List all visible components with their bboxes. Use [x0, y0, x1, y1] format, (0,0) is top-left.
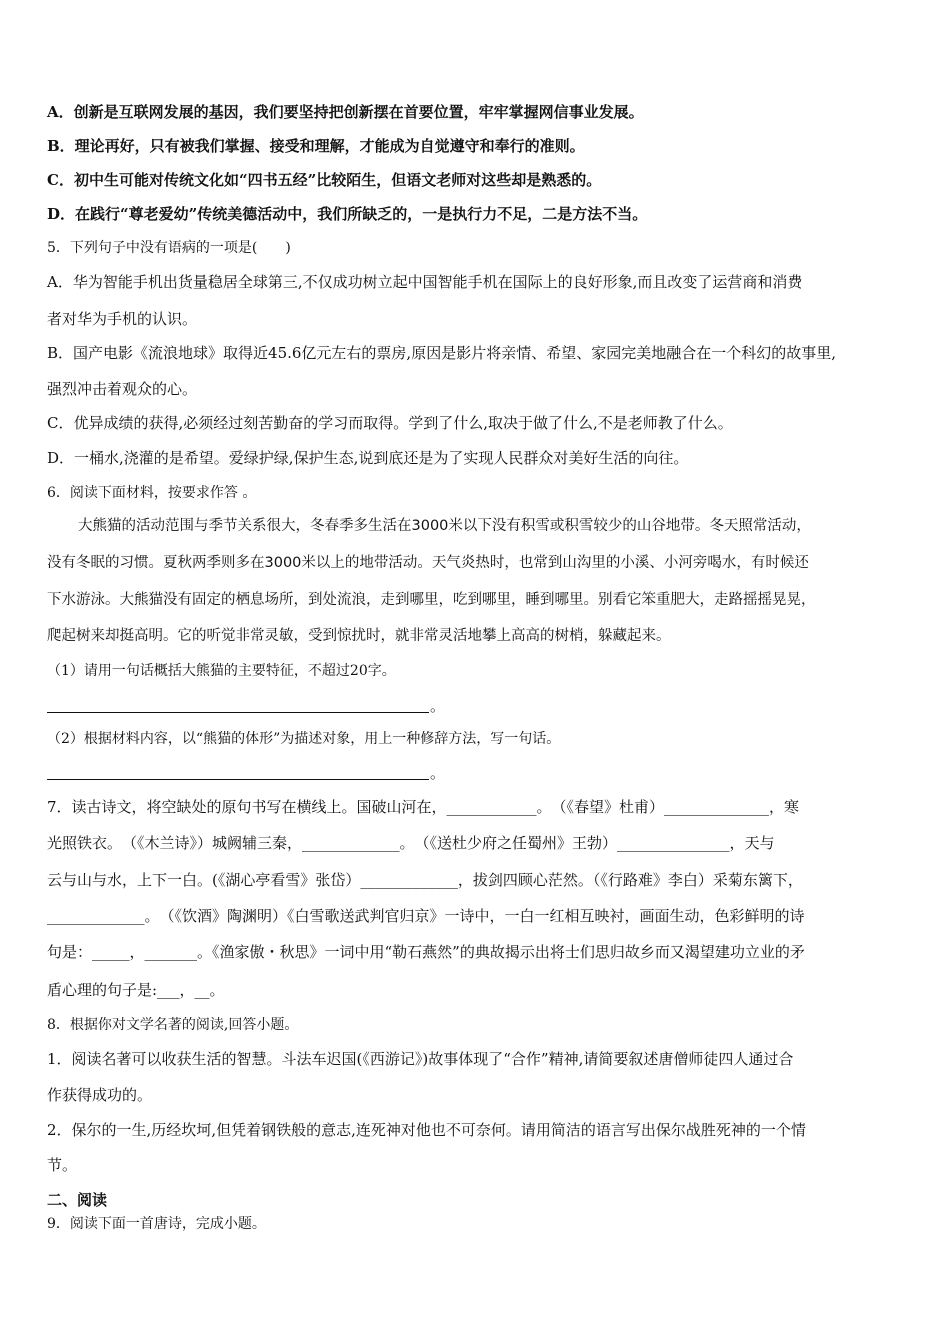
q8-stem: 8．根据你对文学名著的阅读,回答小题。	[47, 1017, 299, 1033]
q7-line4: _____________。 （《饮酒》陶渊明）《白雪歌送武判官归京》一诗中，一白一红相互映衬，画面生动，色彩鲜明的诗	[47, 907, 805, 925]
q6-stem: 6．阅读下面材料，按要求作答 。	[47, 485, 257, 501]
q8-sub2-line2: 节。	[47, 1156, 78, 1174]
q7-line1: 7．读古诗文，将空缺处的原句书写在横线上。国破山河在，____________。 （《春望》杜甫）______________，寒	[47, 798, 800, 816]
q4-option-a: A．创新是互联网发展的基因，我们要坚持把创新摆在首要位置，牢牢掌握网信事业发展。	[47, 103, 644, 121]
q8-sub1-line1: 1．阅读名著可以收获生活的智慧。斗法车迟国(《西游记》)故事体现了“合作”精神,请简要叙述唐僧师徒四人通过合	[47, 1050, 794, 1068]
q6-answer-period-1: 。	[430, 697, 446, 715]
q6-passage-line2: 没有冬眠的习惯。夏秋两季则多在3000米以上的地带活动。天气炎热时，也常到山沟里的小溪、小河旁喝水，有时候还	[47, 555, 809, 571]
q5-option-a-line2: 者对华为手机的认识。	[47, 310, 198, 328]
q5-option-b-line2: 强烈冲击着观众的心。	[47, 380, 198, 398]
q6-passage-line1: 大熊猫的活动范围与季节关系很大，冬春季多生活在3000米以下没有积雪或积雪较少的山谷地带。冬天照常活动，	[78, 518, 811, 534]
q6-passage-line4: 爬起树来却挺高明。它的听觉非常灵敏，受到惊扰时，就非常灵活地攀上高高的树梢，躲藏起来。	[47, 628, 671, 644]
q8-sub2-line1: 2．保尔的一生,历经坎坷,但凭着钢铁般的意志,连死神对他也不可奈何。请用简洁的语言写出保尔战胜死神的一个情	[47, 1121, 806, 1139]
q5-option-b-line1: B．国产电影《流浪地球》取得近45.6亿元左右的票房,原因是影片将亲情、希望、家园完美地融合在一个科幻的故事里,	[47, 344, 836, 362]
q4-option-d: D．在践行“尊老爱幼”传统美德活动中，我们所缺乏的，一是执行力不足，二是方法不当。	[47, 205, 648, 223]
q5-option-c: C．优异成绩的获得,必须经过刻苦勤奋的学习而取得。学到了什么,取决于做了什么,不是老师教了什么。	[47, 414, 733, 432]
q6-answer-line-1[interactable]	[47, 712, 429, 713]
q6-answer-period-2: 。	[430, 764, 446, 782]
q6-answer-line-2[interactable]	[47, 779, 429, 780]
q4-option-b: B．理论再好，只有被我们掌握、接受和理解，才能成为自觉遵守和奉行的准则。	[47, 137, 585, 155]
q9-stem: 9．阅读下面一首唐诗，完成小题。	[47, 1216, 266, 1232]
q7-line3: 云与山与水，上下一白。(《湖心亭看雪》张岱）_____________，拔剑四顾心茫然。（《行路难》李白）采菊东篱下，	[47, 871, 803, 889]
q6-passage-line3: 下水游泳。大熊猫没有固定的栖息场所，到处流浪，走到哪里，吃到哪里，睡到哪里。别看它笨重肥大，走路摇摇晃晃，	[47, 592, 816, 608]
q7-line2: 光照铁衣。 （《木兰诗》）城阙辅三秦，_____________。 （《送杜少府之任蜀州》王勃）_______________，天与	[47, 834, 775, 852]
q6-subquestion-1: （1）请用一句话概括大熊猫的主要特征，不超过20字。	[47, 663, 396, 679]
q7-line6: 盾心理的句子是:___，__。	[47, 981, 225, 999]
section-title: 二、阅读	[47, 1191, 108, 1209]
q5-option-d: D．一桶水,浇灌的是希望。爱绿护绿,保护生态,说到底还是为了实现人民群众对美好生活的向往。	[47, 449, 689, 467]
q5-option-a-line1: A．华为智能手机出货量稳居全球第三,不仅成功树立起中国智能手机在国际上的良好形象,而且改变了运营商和消费	[47, 273, 803, 291]
q7-line5: 句是：_____，_______。《渔家傲・秋思》一词中用“勒石燕然”的典故揭示出将士们思归故乡而又渴望建功立业的矛	[47, 943, 805, 961]
q6-subquestion-2: （2）根据材料内容，以“熊猫的体形”为描述对象，用上一种修辞方法，写一句话。	[47, 731, 561, 747]
q8-sub1-line2: 作获得成功的。	[47, 1086, 153, 1104]
q4-option-c: C．初中生可能对传统文化如“四书五经”比较陌生，但语文老师对这些却是熟悉的。	[47, 171, 602, 189]
q5-stem: 5．下列句子中没有语病的一项是( )	[47, 240, 291, 256]
